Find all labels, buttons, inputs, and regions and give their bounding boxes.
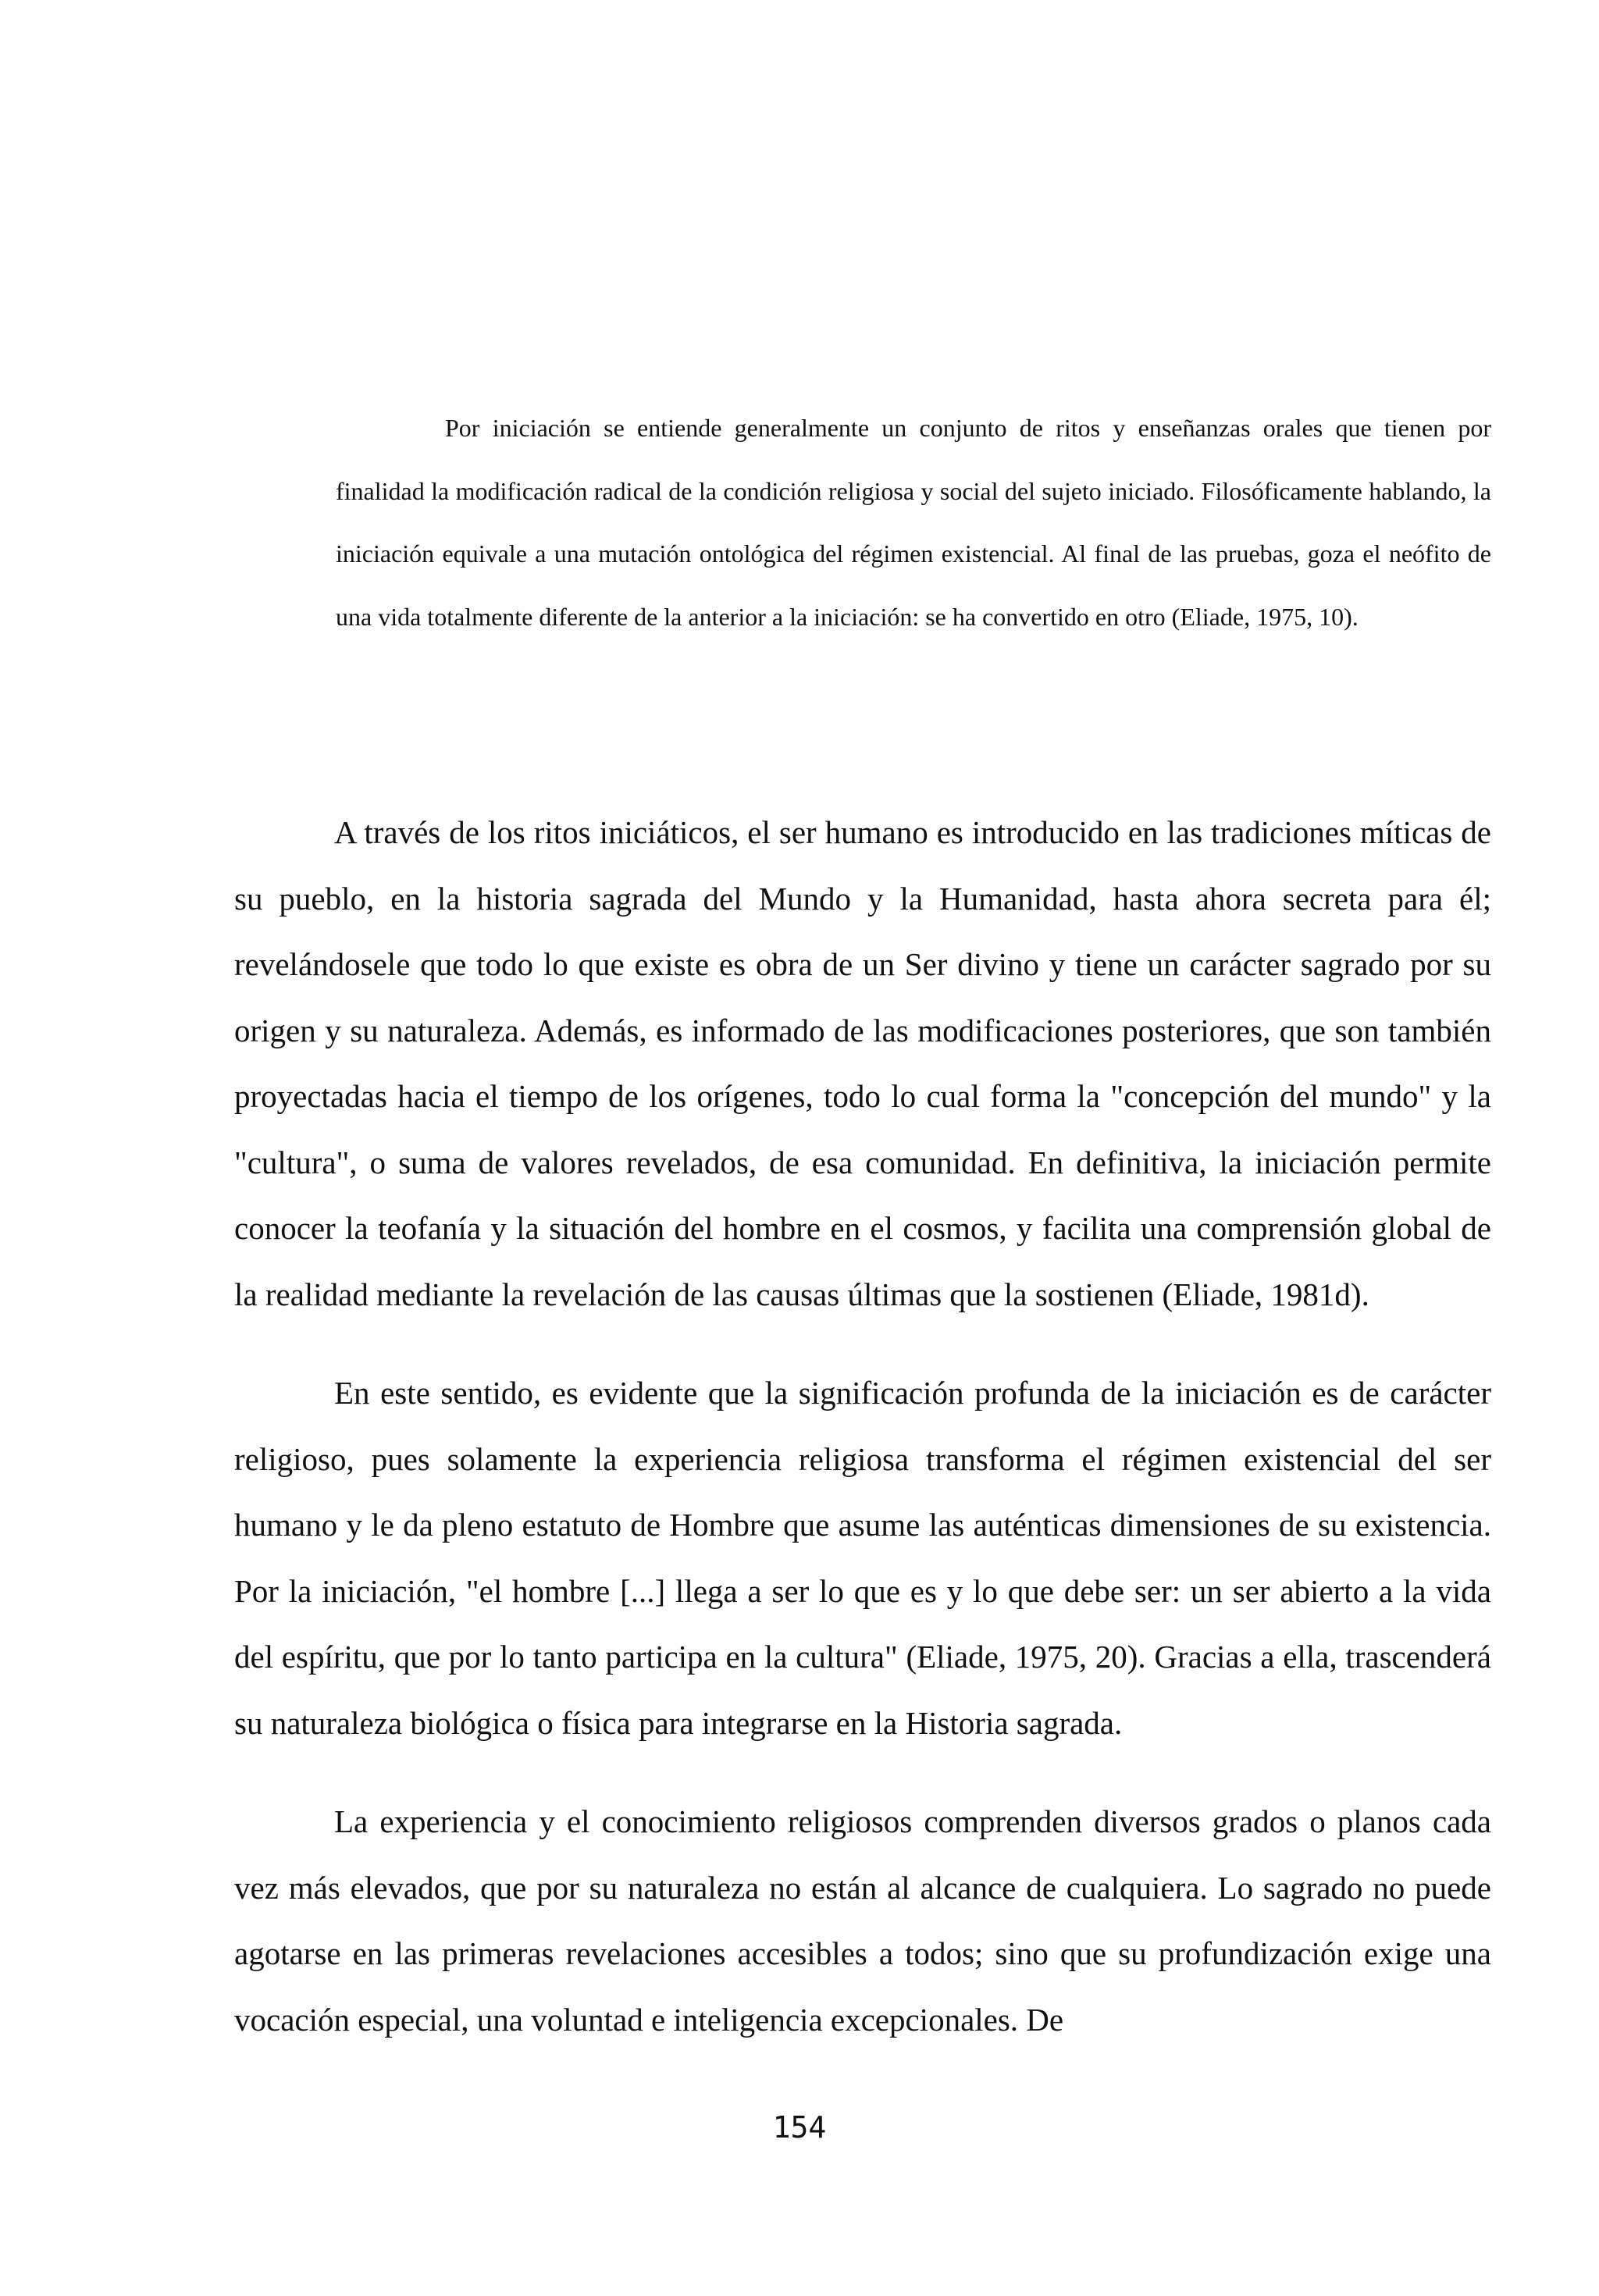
paragraph-experiencia-conocimiento: La experiencia y el conocimiento religiosos comprenden diversos grados o planos cada vez más elevados, que por su naturaleza no están al alcance de cualquiera. Lo sagrado no puede agotarse en las primeras revelaciones accesibles a todos; sino que su profundización exige una vocación especial, una voluntad e inteligencia excepcionales. De bbox=[234, 1803, 1491, 2038]
paragraph-significacion-religiosa: En este sentido, es evidente que la significación profunda de la iniciación es de carácter religioso, pues solamente la experiencia religiosa transforma el régimen existencial del ser humano y le da pleno estatuto de Hombre que asume las auténticas dimensiones de su existencia. Por la iniciación, "el hombre [...] llega a ser lo que es y lo que debe ser: un ser abierto a la vida del espíritu, que por lo tanto participa en la cultura" (Eliade, 1975, 20). Gracias a ella, trascenderá su naturaleza biológica o física para integrarse en la Historia sagrada. bbox=[234, 1375, 1491, 1741]
block-quote: Por iniciación se entiende generalmente un conjunto de ritos y enseñanzas orales que tienen por finalidad la modificación radical de la condición religiosa y social del sujeto iniciado. Filosóficamente hablando, la iniciación equivale a una mutación ontológica del régimen existencial. Al final de las pruebas, goza el neófito de una vida totalmente diferente de la anterior a la iniciación: se ha convertido en otro (Eliade, 1975, 10). bbox=[336, 414, 1491, 631]
body-text bbox=[234, 799, 1491, 2085]
paragraph-ritos-iniciaticos: A través de los ritos iniciáticos, el ser humano es introducido en las tradiciones míticas de su pueblo, en la historia sagrada del Mundo y la Humanidad, hasta ahora secreta para él; revelándosele que todo lo que existe es obra de un Ser divino y tiene un carácter sagrado por su origen y su naturaleza. Además, es informado de las modificaciones posteriores, que son también proyectadas hacia el tiempo de los orígenes, todo lo cual forma la "concepción del mundo" y la "cultura", o suma de valores revelados, de esa comunidad. En definitiva, la iniciación permite conocer la teofanía y la situación del hombre en el cosmos, y facilita una comprensión global de la realidad mediante la revelación de las causas últimas que la sostienen (Eliade, 1981d). bbox=[234, 814, 1491, 1312]
page-number: 154 bbox=[772, 2110, 827, 2145]
